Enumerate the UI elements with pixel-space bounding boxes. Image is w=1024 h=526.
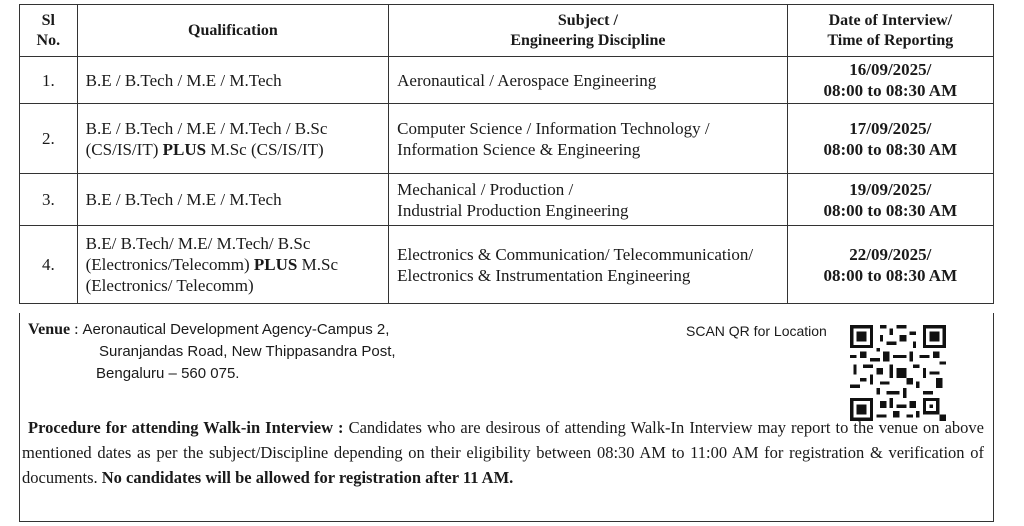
qualification-cell: B.E / B.Tech / M.E / M.Tech / B.Sc (CS/IS/IT) PLUS M.Sc (CS/IS/IT) bbox=[77, 104, 389, 174]
plus-keyword: PLUS bbox=[253, 255, 298, 274]
interview-date: 19/09/2025/ bbox=[849, 179, 932, 199]
interview-schedule-table bbox=[19, 4, 994, 304]
reporting-time: 08:00 to 08:30 AM bbox=[823, 265, 958, 285]
subject-cell: Mechanical / Production / Industrial Production Engineering bbox=[389, 174, 788, 226]
date-cell bbox=[787, 174, 993, 226]
venue-line-2: Suranjandas Road, New Thippasandra Post, bbox=[99, 343, 396, 360]
qualification-cell: B.E / B.Tech / M.E / M.Tech bbox=[77, 174, 389, 226]
plus-keyword: PLUS bbox=[162, 139, 207, 159]
subject-cell: Computer Science / Information Technology / Information Science & Engineering bbox=[389, 104, 788, 174]
sl-cell: 2. bbox=[20, 104, 78, 174]
date-cell bbox=[787, 226, 993, 304]
sl-cell: 4. bbox=[20, 226, 78, 304]
interview-date: 16/09/2025/ bbox=[849, 60, 932, 79]
sl-cell: 3. bbox=[20, 174, 78, 226]
venue-label: Venue bbox=[28, 321, 71, 338]
sl-cell: 1. bbox=[20, 57, 78, 104]
table-header-row bbox=[20, 5, 994, 57]
procedure-text: Candidates who are desirous of attending Walk-In Interview may report to the venue on above mentioned dates as per the subject/Discipline depending on their eligibility between 08:30 AM to 11:00 AM for registration & verification of documents. bbox=[22, 418, 984, 487]
header-sl-no: Sl No. bbox=[20, 5, 78, 57]
venue-address: Venue : Aeronautical Development Agency-Campus 2, Suranjandas Road, New Thippasandra Post, Bengaluru – 560 075. bbox=[28, 319, 396, 385]
venue-line-1: Aeronautical Development Agency-Campus 2, bbox=[82, 321, 390, 338]
interview-date: 17/09/2025/ bbox=[849, 118, 932, 138]
qr-code-icon[interactable] bbox=[850, 325, 946, 421]
table-row bbox=[20, 104, 994, 174]
subject-cell: Electronics & Communication/ Telecommunication/ Electronics & Instrumentation Engineering bbox=[389, 226, 788, 304]
qualification-cell: B.E / B.Tech / M.E / M.Tech bbox=[77, 57, 389, 104]
table-row bbox=[20, 174, 994, 226]
date-cell bbox=[787, 104, 993, 174]
header-date-of-interview: Date of Interview/ Time of Reporting bbox=[787, 5, 993, 57]
procedure-title: Procedure for attending Walk-in Interview : bbox=[28, 418, 344, 437]
procedure-paragraph bbox=[20, 415, 984, 490]
procedure-warning: No candidates will be allowed for registration after 11 AM. bbox=[101, 468, 514, 487]
date-cell bbox=[787, 57, 993, 104]
qr-label: SCAN QR for Location bbox=[686, 323, 827, 339]
table-row bbox=[20, 226, 994, 304]
interview-date: 22/09/2025/ bbox=[849, 244, 932, 264]
table-row bbox=[20, 57, 994, 104]
header-qualification: Qualification bbox=[77, 5, 389, 57]
qualification-cell: B.E/ B.Tech/ M.E/ M.Tech/ B.Sc (Electronics/Telecomm) PLUS M.Sc (Electronics/ Telecomm) bbox=[77, 226, 389, 304]
subject-cell: Aeronautical / Aerospace Engineering bbox=[389, 57, 788, 104]
reporting-time: 08:00 to 08:30 AM bbox=[823, 81, 958, 100]
venue-line-3: Bengaluru – 560 075. bbox=[96, 365, 240, 382]
venue-section bbox=[19, 313, 994, 522]
header-subject: Subject / Engineering Discipline bbox=[389, 5, 788, 57]
reporting-time: 08:00 to 08:30 AM bbox=[823, 139, 958, 159]
reporting-time: 08:00 to 08:30 AM bbox=[823, 200, 958, 220]
